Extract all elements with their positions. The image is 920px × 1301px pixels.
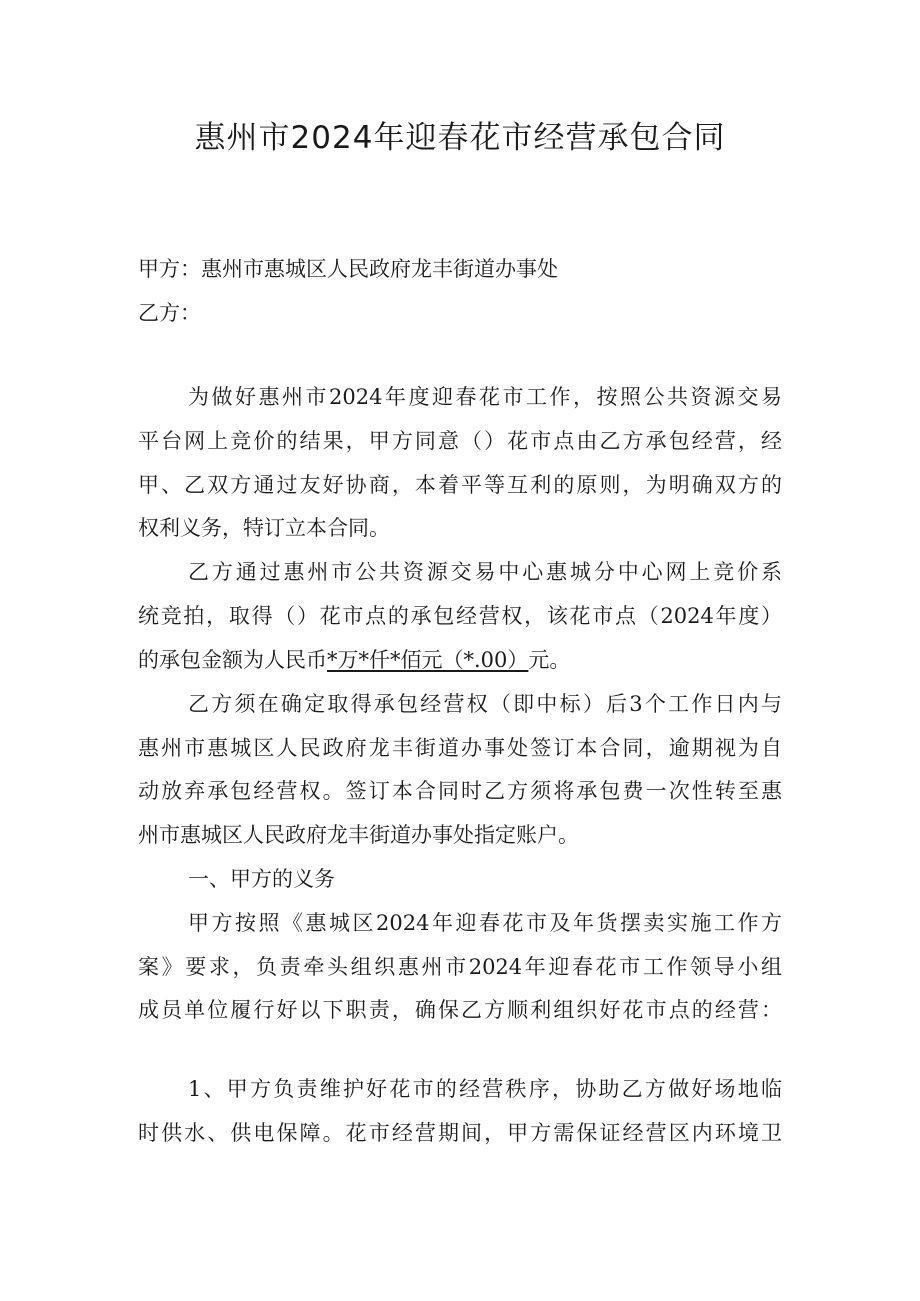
- paragraph-line: 时供水、供电保障。花市经营期间，甲方需保证经营区内环境卫: [138, 1121, 782, 1145]
- party-a: 甲方：惠州市惠城区人民政府龙丰街道办事处: [138, 257, 558, 281]
- paragraph-line: 甲、乙双方通过友好协商，本着平等互利的原则，为明确双方的: [138, 473, 782, 497]
- paragraph-line: 案》要求，负责牵头组织惠州市2024年迎春花市工作领导小组: [138, 955, 782, 979]
- paragraph-line: 甲方按照《惠城区2024年迎春花市及年货摆卖实施工作方: [188, 911, 782, 935]
- paragraph-line: 成员单位履行好以下职责，确保乙方顺利组织好花市点的经营：: [138, 998, 782, 1022]
- paragraph-line: 权利义务，特订立本合同。: [138, 516, 390, 540]
- paragraph-line: 惠州市惠城区人民政府龙丰街道办事处签订本合同，逾期视为自: [138, 736, 782, 760]
- paragraph-line: 动放弃承包经营权。签订本合同时乙方须将承包费一次性转至惠: [138, 779, 782, 803]
- document-title: 惠州市2024年迎春花市经营承包合同: [194, 120, 726, 156]
- amount-prefix: 的承包金额为人民币: [138, 648, 327, 672]
- paragraph-line: 平台网上竞价的结果，甲方同意（）花市点由乙方承包经营，经: [138, 429, 782, 453]
- paragraph-line: 1、甲方负责维护好花市的经营秩序，协助乙方做好场地临: [188, 1077, 782, 1101]
- paragraph-line: 乙方须在确定取得承包经营权（即中标）后3个工作日内与: [188, 692, 782, 716]
- paragraph-line: 州市惠城区人民政府龙丰街道办事处指定账户。: [138, 823, 579, 847]
- contract-amount: *万*仟*佰元（*.00）: [327, 648, 529, 672]
- paragraph-line: 为做好惠州市2024年度迎春花市工作，按照公共资源交易: [188, 385, 782, 409]
- party-b: 乙方：: [138, 301, 201, 325]
- paragraph-line: 统竞拍，取得（）花市点的承包经营权，该花市点（2024年度）: [138, 604, 782, 628]
- paragraph-line: 乙方通过惠州市公共资源交易中心惠城分中心网上竞价系: [188, 560, 782, 584]
- amount-suffix: 元。: [528, 648, 571, 672]
- section-heading: 一、甲方的义务: [188, 867, 335, 891]
- paragraph-line-amount: [138, 646, 570, 674]
